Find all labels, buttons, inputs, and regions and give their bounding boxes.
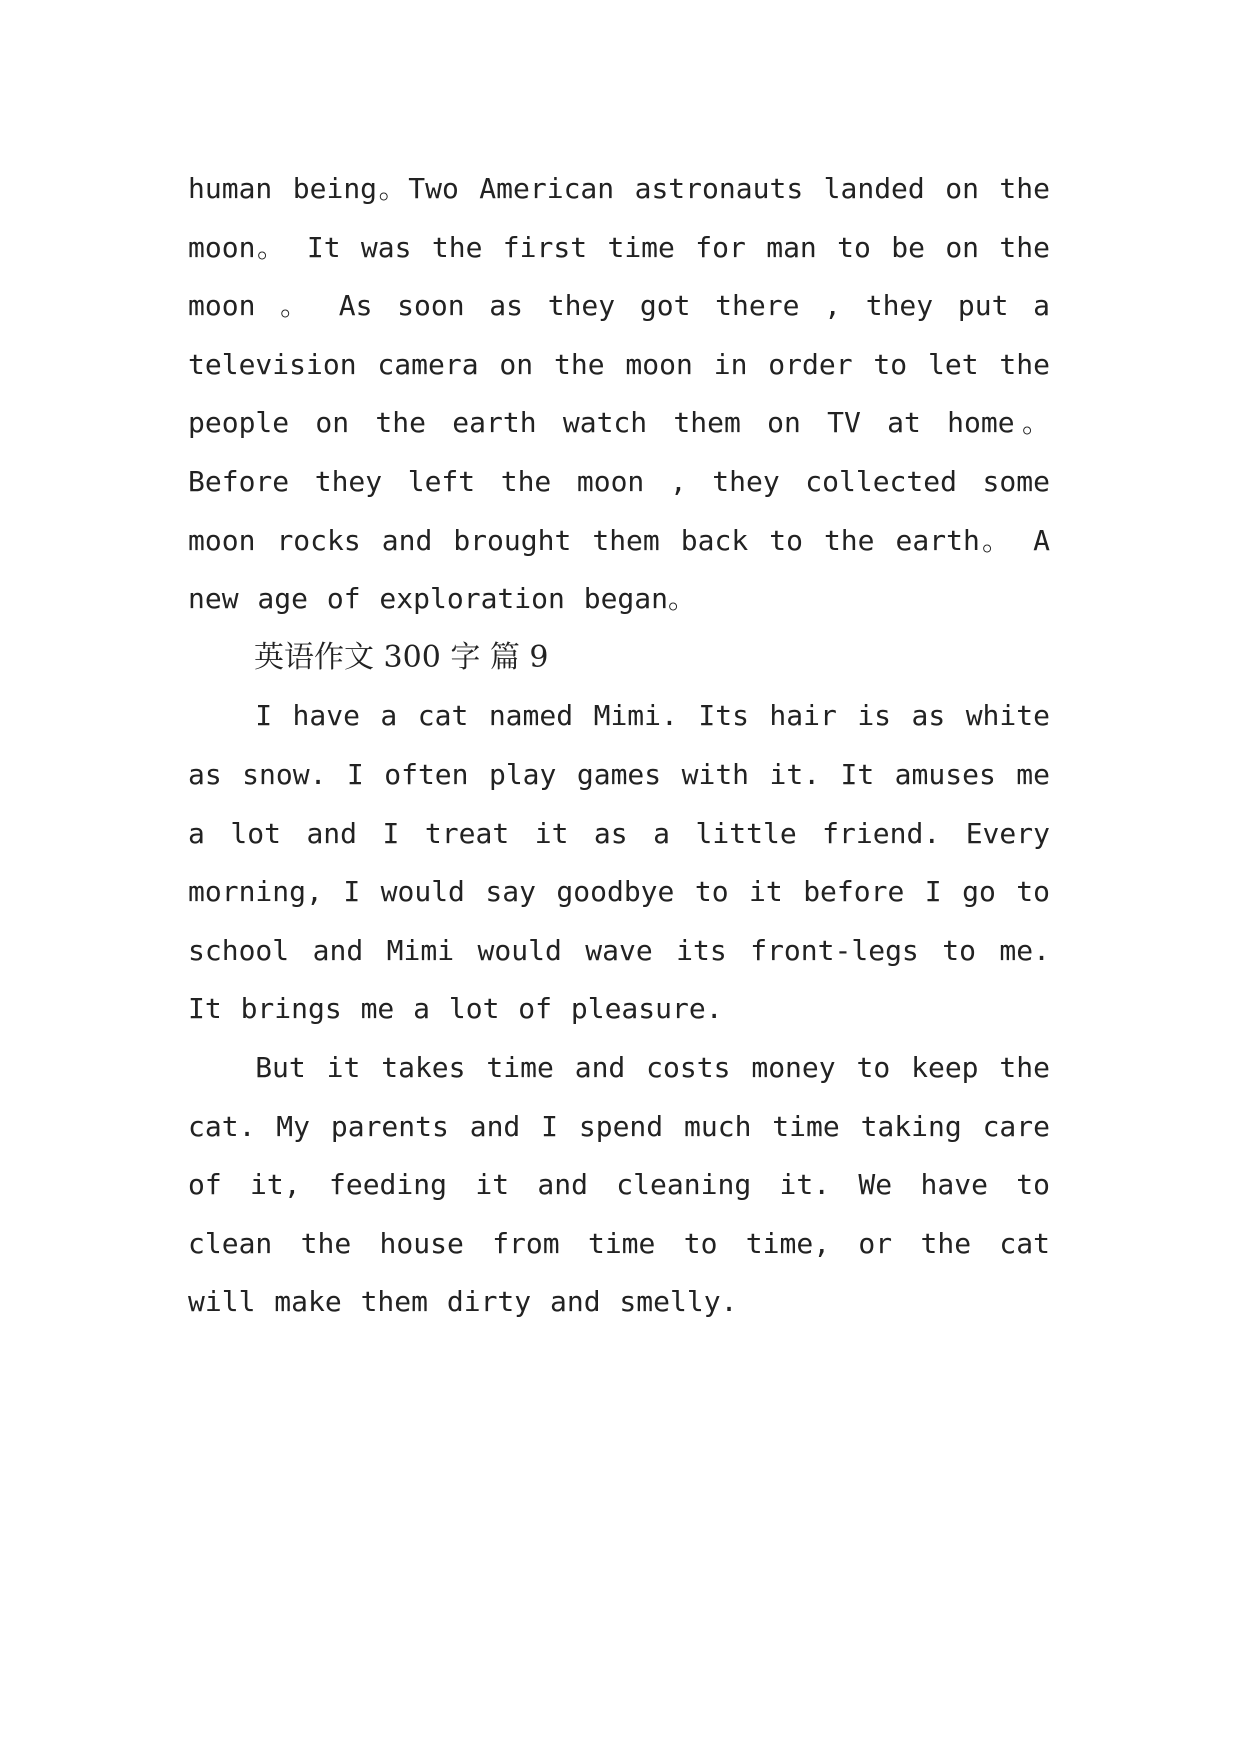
paragraph-cat-mimi: I have a cat named Mimi. Its hair is as white as snow. I often play games with it. It amuses me a lot and I treat it as a little friend. Every morning, I would say goodbye to it before I go to school and Mimi would wave its front-legs to me. It brings me a lot of pleasure. xyxy=(188,699,1050,1026)
paragraph-apollo-landing: human being。Two American astronauts landed on the moon。 It was the first time for man to be on the moon 。 As soon as they got there , they put a television camera on the moon in order to let the people on the earth watch them on TV at home。 Before they left the moon , they collected some moon rocks and brought them back to the earth。 A new age of exploration began。 xyxy=(188,172,1050,616)
paragraph-cat-care: But it takes time and costs money to keep the cat. My parents and I spend much time taking care of it, feeding it and cleaning it. We have to clean the house from time to time, or the cat will make them dirty and smelly. xyxy=(188,1050,1050,1319)
document-body xyxy=(188,160,1050,1332)
section-heading: 英语作文 300 字 篇 9 xyxy=(254,639,549,675)
